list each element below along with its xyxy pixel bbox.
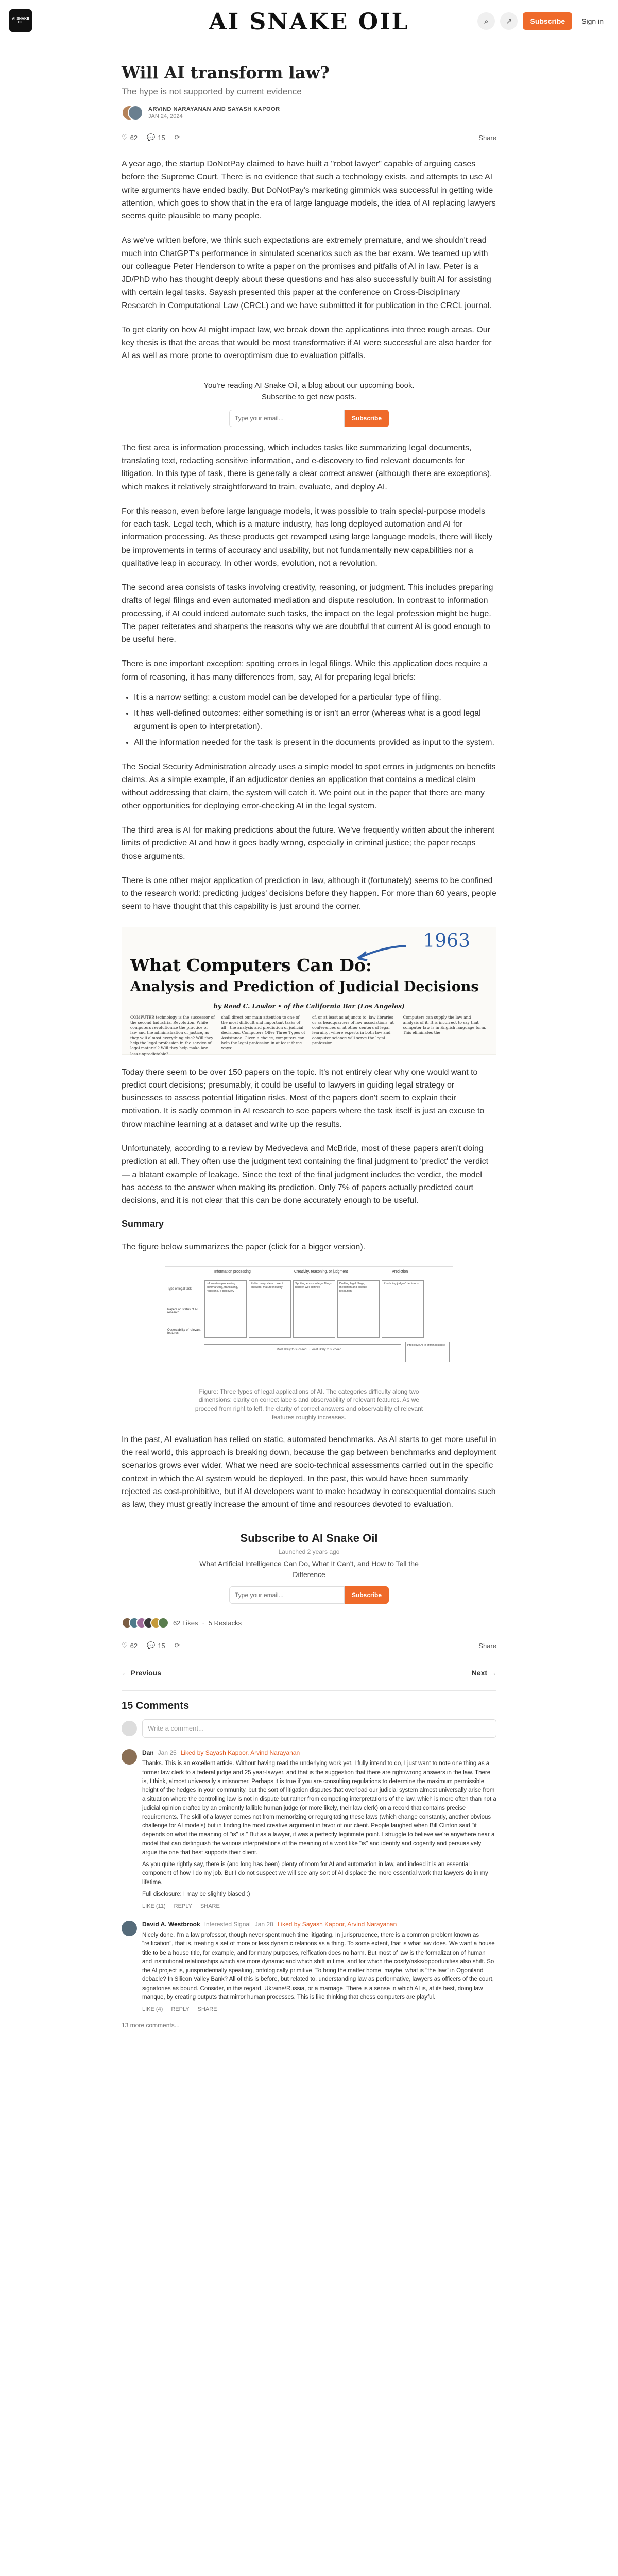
scan-subheadline: Analysis and Prediction of Judicial Decisions xyxy=(130,978,479,995)
figure-row-label: Observability of relevant features xyxy=(167,1328,201,1335)
likes-summary: 62 Likes · 5 Restacks xyxy=(122,1617,496,1629)
like-button[interactable] xyxy=(122,1641,138,1650)
post-body xyxy=(122,158,496,1511)
scan-year: 1963 xyxy=(423,930,470,952)
figure-column-header: Information processing xyxy=(214,1269,251,1274)
summary-figure[interactable] xyxy=(122,1266,496,1422)
comment-icon: 💬 xyxy=(147,133,156,141)
paragraph: A year ago, the startup DoNotPay claimed to have built a "robot lawyer" capable of arguing cases before the Supreme Court. There is no evidence that such a technology exists, and attempts to use AI write arguments have ended badly. But DoNotPay's marketing gimmick was successful in getting wide attention, which goes to show that in the era of large language models, the idea of AI replacing lawyers seems quite plausible to many people. xyxy=(122,160,496,221)
bullet-list xyxy=(134,691,496,749)
comment-text: Nicely done. I'm a law professor, though never spent much time litigating. In jurisprudence, there is a common problem known as "reification", that is, treating a set of more or less dynamic relations as a thing. To some extent, that is what law does. We want a house title to be a house title, for example, and for many purposes, reification does no harm. But most of law is the formalization of human and institutional relationships which are more dynamic and which shift in time, and for which the costly/risks/opportunities also shift. So the AI project is, jurisprudentially speaking, ontologically primitive. To bring the matter home, maybe, what is "the law" in Ogoniland debacle? In Silicon Valley Bank? All of this is before, but related to, understanding law as performative, lawyers as officers of the court, signatories as bound. Consider, in this regard, Ukraine/Russia, or a marriage. There is a sense in which AI is, at its best, doing law manque, by creating outputs that mirror human processes. This is like thinking that chess computers are playful. xyxy=(142,1932,495,2001)
comment-reply-button[interactable]: REPLY xyxy=(171,2006,190,2013)
figure-column-header: Prediction xyxy=(392,1269,408,1274)
figure-row-label: Type of legal task xyxy=(167,1287,192,1291)
restack-button[interactable] xyxy=(175,1641,180,1650)
publication-title[interactable]: AI SNAKE OIL xyxy=(209,9,409,35)
search-icon[interactable]: ⌕ xyxy=(477,12,495,30)
subscribe-button[interactable]: Subscribe xyxy=(345,410,389,427)
like-count: 62 xyxy=(130,1641,138,1650)
user-avatar xyxy=(122,1721,137,1736)
comment-share-button[interactable]: SHARE xyxy=(200,1903,220,1910)
heart-icon: ♡ xyxy=(122,1641,128,1650)
paragraph: In the past, AI evaluation has relied on static, automated benchmarks. As AI starts to get more useful in the real world, this approach is breaking down, because the gap between benchmarks and deployment scenarios grows ever wider. What we need are socio-technical assessments carried out in the specific context in which the AI system would be deployed. In the past, this would have been summarily rejected as cost-prohibitive, but if AI developers want to make headway in consequential domains such as law, they must greatly increase the amount of time and resources devoted to evaluation. xyxy=(122,1435,496,1510)
like-button[interactable] xyxy=(122,133,138,142)
restacks-count-text[interactable]: 5 Restacks xyxy=(208,1619,242,1627)
comment-like-button[interactable]: LIKE (11) xyxy=(142,1903,166,1910)
paragraph: The third area is AI for making predictions about the future. We've frequently written about the inherent limits of predictive AI and how it goes badly wrong, especially in criminal justice; the paper recaps those arguments. xyxy=(122,826,495,861)
like-count: 62 xyxy=(130,133,138,142)
paragraph: Unfortunately, according to a review by Medvedeva and McBride, most of these papers aren't doing prediction at all. They often use the judgment text containing the final judgment to 'predict' the verdict — a blatant example of leakage. Since the text of the final judgment includes the verdict, the model has access to the answer when making its prediction. Only 7% of papers actually predicted court decisions, and it is not clear that this can be done accurately enough to be useful. xyxy=(122,1144,489,1206)
previous-post-link[interactable] xyxy=(122,1669,161,1677)
liker-avatar[interactable] xyxy=(158,1617,169,1629)
chevron-right-icon: → xyxy=(487,1669,496,1677)
post-title: Will AI transform law? xyxy=(122,63,330,82)
heart-icon: ♡ xyxy=(122,133,128,141)
figure-box: Drafting legal filings, mediation and dispute resolution xyxy=(337,1280,380,1338)
subscribe-footer xyxy=(122,1532,496,1604)
subscribe-button[interactable]: Subscribe xyxy=(345,1586,389,1604)
publication-tagline: What Artificial Intelligence Can Do, What It Can't, and How to Tell the Difference xyxy=(199,1560,419,1579)
share-button[interactable]: Share xyxy=(478,1641,496,1650)
paragraph: The Social Security Administration already uses a simple model to spot errors in judgments on benefits claims. As a simple example, if an adjudicator denies an application that contains a medical claim without addressing that claim, the system will catch it. We point out in the paper that there are many other opportunities for deploying error-checking AI in the legal system. xyxy=(122,762,496,810)
post-subtitle: The hype is not supported by current evidence xyxy=(122,87,302,96)
commenter-name[interactable]: David A. Westbrook xyxy=(142,1921,200,1928)
comment-date: Jan 25 xyxy=(158,1749,177,1757)
figure-box: Predictive AI in criminal justice xyxy=(405,1342,450,1362)
scan-column: COMPUTER technology is the successor of the second Industrial Revolution. While computers revolutionize the practice of law and the administration of justice, as they will almost everything else? Will they help the legal profession in the service of legal material? Will they help make law less unpredictable? xyxy=(130,1014,215,1056)
figure-box: Predicting judges' decisions xyxy=(382,1280,424,1338)
comment-text: Full disclosure: I may be slightly biased :) xyxy=(142,1891,250,1897)
list-item: • It is a narrow setting: a custom model can be developed for a particular type of filing. xyxy=(134,691,496,704)
next-post-link[interactable] xyxy=(472,1669,496,1677)
paragraph: To get clarity on how AI might impact law, we break down the applications into three rough areas. Our key thesis is that the areas that would be most transformative if AI were successful are also harder for AI as well as more prone to overoptimism due to evaluation pitfalls. xyxy=(122,325,492,361)
paragraph: Today there seem to be over 150 papers on the topic. It's not entirely clear why one would want to predict court decisions; presumably, it could be useful to lawyers in guiding legal strategy or businesses to assess potential litigation risks. Most of the papers don't seem to explain their motivation. It is sadly common in AI research to see papers where the task itself is just an excuse to throw machine learning at a dataset and write up the results. xyxy=(122,1067,485,1129)
figure-bottom-note: Most likely to succeed → least likely to succeed xyxy=(276,1348,342,1351)
share-icon[interactable]: ↗ xyxy=(500,12,518,30)
figure-caption: Figure: Three types of legal applications of AI. The categories difficulty along two dimensions: clarity on correct labels and observability of relevant features. As we proceed from right to left, the clarity of correct answers and observability of relevant features roughly increases. xyxy=(195,1387,423,1421)
paragraph: There is one important exception: spotting errors in legal filings. While this application does require a form of reasoning, it has many differences from, say, AI for preparing legal briefs: xyxy=(122,659,488,682)
comment-date: Jan 28 xyxy=(254,1921,273,1928)
commenter-badge: Interested Signal xyxy=(204,1921,251,1928)
figure-box: Spotting errors in legal filings: narrow, well-defined xyxy=(293,1280,335,1338)
post-actions xyxy=(122,129,496,146)
paragraph: The second area consists of tasks involving creativity, reasoning, or judgment. This includes preparing drafts of legal filings and even automated mediation and dispute resolution. In contrast to information processing, if AI could indeed automate such tasks, the impact on the legal profession might be huge. The paper reiterates and sharpens the reasons why we are doubtful that current AI is good enough to be useful here. xyxy=(122,583,493,645)
comments-section xyxy=(122,1690,496,2029)
inline-subscribe-widget xyxy=(122,376,496,430)
commenter-avatar[interactable] xyxy=(122,1921,137,1936)
figure-column-header: Creativity, reasoning, or judgment xyxy=(294,1269,348,1274)
launched-date: Launched 2 years ago xyxy=(278,1548,340,1556)
commenter-name[interactable]: Dan xyxy=(142,1749,154,1757)
likes-count-text[interactable]: 62 Likes xyxy=(173,1619,198,1627)
subscribe-message: You're reading AI Snake Oil, a blog about our upcoming book. Subscribe to get new posts. xyxy=(203,381,415,402)
subscribe-title: Subscribe to AI Snake Oil xyxy=(240,1532,378,1545)
comments-button[interactable] xyxy=(147,1641,165,1650)
share-button[interactable]: Share xyxy=(478,133,496,142)
paragraph: The figure below summarizes the paper (click for a bigger version). xyxy=(122,1243,366,1252)
figure-row-label: Papers on status of AI research xyxy=(167,1308,198,1314)
publication-logo[interactable] xyxy=(9,9,32,32)
comments-heading: 15 Comments xyxy=(122,1690,496,1712)
previous-label: Previous xyxy=(130,1669,162,1677)
post-actions-bottom xyxy=(122,1637,496,1654)
scan-byline: by Reed C. Lawlor • of the California Bar (Los Angeles) xyxy=(213,1002,405,1010)
comment-like-button[interactable]: LIKE (4) xyxy=(142,2006,163,2013)
figure-box: E-discovery: clear correct answers, mature industry xyxy=(249,1280,291,1338)
scan-headline: What Computers Can Do: xyxy=(130,955,372,975)
paragraph: There is one other major application of prediction in law, although it (fortunately) seems to be confined to the research world: predicting judges' decisions before they happen. For more than 60 years, people seem to have thought that this capability is just around the corner. xyxy=(122,876,496,911)
figure-box: Information processing: summarizing, translating, redacting, e-discovery xyxy=(204,1280,247,1338)
scanned-article-image[interactable] xyxy=(122,927,496,1055)
site-header xyxy=(0,0,618,44)
commenter-avatar[interactable] xyxy=(122,1749,137,1765)
comment-count: 15 xyxy=(158,1641,165,1650)
comment-count: 15 xyxy=(158,133,165,142)
comment xyxy=(122,1921,496,2012)
chevron-left-icon: ← xyxy=(122,1669,131,1677)
scan-column: Computers can supply the law and analysis of it. It is incorrect to say that computer law is in English language form. This eliminates the xyxy=(403,1014,487,1036)
comment-icon: 💬 xyxy=(147,1641,156,1650)
subscribe-button[interactable]: Subscribe xyxy=(523,12,572,30)
scan-column: cf. or at least as adjuncts to, law libraries or as headquarters of law associations, at conferences or at other centers of legal learning, where experts in both law and computer science will serve the legal profession. xyxy=(312,1014,394,1046)
paragraph: For this reason, even before large language models, it was possible to train special-purpose models for each task. Legal tech, which is a mature industry, has long deployed automation and AI for information processing. As these products get revamped using large language models, there will likely be improvements in terms of accuracy and usability, but not fundamentally new capabilities nor a qualitative leap in accuracy. In other words, evolution, not a revolution. xyxy=(122,506,493,568)
restack-button[interactable] xyxy=(175,133,180,142)
paragraph: The first area is information processing, which includes tasks like summarizing legal documents, translating text, redacting sensitive information, and e-discovery to find relevant documents for litigation. In this type of task, there is generally a clear correct answer (although there are exceptions), which makes it relatively straightforward to train, evaluate, and deploy AI. xyxy=(122,443,492,492)
logo-text: AI SNAKE OIL xyxy=(12,16,29,24)
summary-heading: Summary xyxy=(122,1218,164,1229)
restack-icon: ⟳ xyxy=(174,133,180,141)
liked-by-authors: Liked by Sayash Kapoor, Arvind Narayanan xyxy=(277,1921,397,1928)
comment-input[interactable]: Write a comment... xyxy=(142,1719,496,1738)
author-names[interactable]: ARVIND NARAYANAN AND SAYASH KAPOOR xyxy=(148,106,280,112)
comment-share-button[interactable]: SHARE xyxy=(197,2006,217,2013)
list-item: • All the information needed for the task is present in the documents provided as input to the system. xyxy=(134,736,496,749)
restack-icon: ⟳ xyxy=(174,1641,180,1650)
scan-column: shall direct our main attention to one of the most difficult and important tasks of all—the analysis and prediction of judicial decisions. Computers Offer Three Types of Assistance. Given a choice, computers can help the legal profession in at least three ways: xyxy=(221,1014,305,1051)
comment-text: As you quite rightly say, there is (and long has been) plenty of room for AI and automation in law, and indeed it is an essential component of how I do my job. But I do not suspect we will see any sort of AI displace the more essential work that lawyers do in my lifetime. xyxy=(142,1861,488,1886)
email-field[interactable] xyxy=(229,1586,345,1604)
byline xyxy=(122,105,496,121)
signin-button[interactable]: Sign in xyxy=(581,17,604,25)
email-field[interactable] xyxy=(229,410,345,427)
post-date: JAN 24, 2024 xyxy=(148,113,183,120)
author-avatar[interactable] xyxy=(128,105,143,121)
more-comments-link[interactable]: 13 more comments... xyxy=(122,2022,180,2029)
post-navigation xyxy=(122,1669,496,1677)
next-label: Next xyxy=(471,1669,488,1677)
liked-by-authors: Liked by Sayash Kapoor, Arvind Narayanan xyxy=(180,1749,300,1757)
comment-reply-button[interactable]: REPLY xyxy=(174,1903,192,1910)
comment xyxy=(122,1749,496,1909)
paragraph: As we've written before, we think such expectations are extremely premature, and we shouldn't read much into ChatGPT's performance in simulated scenarios such as the bar exam. We teamed up with our colleague Peter Henderson to write a paper on the promises and pitfalls of AI in law. Peter is a JD/PhD who has thought deeply about these questions and has also successfully built AI for assisting with certain legal tasks. Sayash presented this paper at the conference on Cross-Disciplinary Research in Computational Law (CRCL) and we have submitted it for publication in the CRCL journal. xyxy=(122,236,492,310)
list-item: • It has well-defined outcomes: either something is or isn't an error (whereas what is a good legal argument is open to interpretation). xyxy=(134,707,496,733)
comments-button[interactable] xyxy=(147,133,165,142)
comment-text: Thanks. This is an excellent article. Without having read the underlying work yet, I fully intend to do, I just want to note one thing as a former law clerk to a federal judge and 25 year-lawyer, and that is the suggestion that there are right/wrong answers in the law. There is, I think, almost universally a misnomer. Perhaps it is true if you are consulting regulations to determine the maximum permissible height of the hedges in your community, but the sort of litigation disputes that overload our judicial system almost universally arise from a situation where the controlling law is not in dispute but rather from competing interpretations of the law, which is more often than not a judicial opinion crafted by an eminently fallible human judge (or more likely, their law clerk) on a record that contains precise requirements. The skill of a lawyer comes not from memorizing or regurgitating these laws (which change constantly, another obvious challenge for AI models) but in finding the most creative argument in favor of our client. People laughed when Bill Clinton said "it depends on what the meaning of "is" is." But as a lawyer, it was a perfectly legitimate point. I struggle to believe we're anywhere near a model that can distinguish the various interpretations of the meaning of a word like "is" and identify and cogently and persuasively argue the one that best supports their client. xyxy=(142,1760,496,1856)
